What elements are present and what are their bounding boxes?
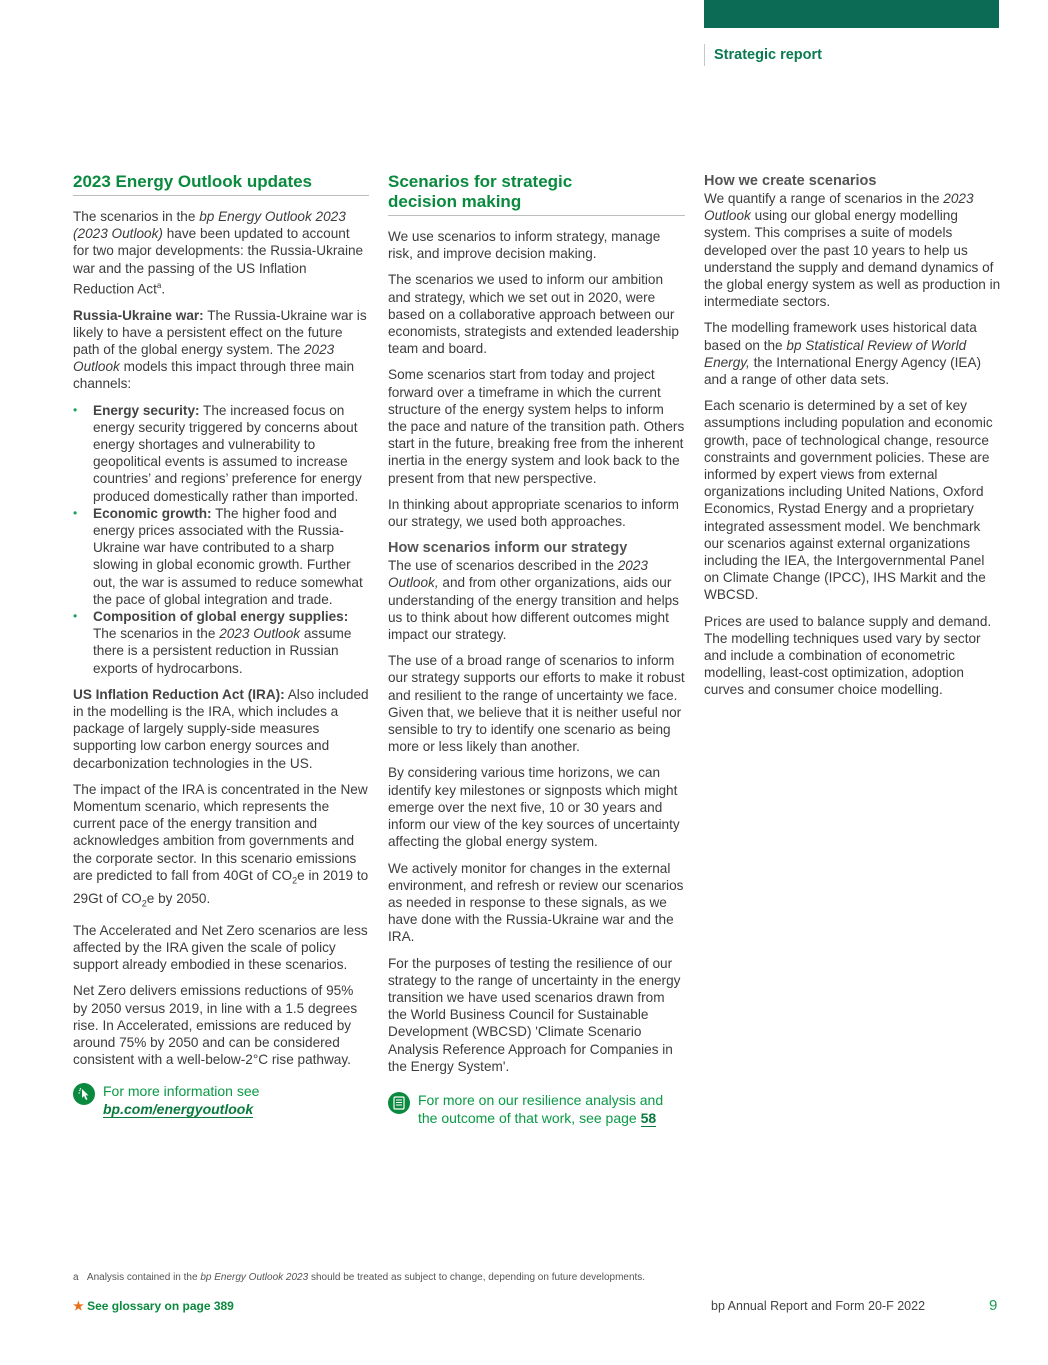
heading-energy-outlook: 2023 Energy Outlook updates [73, 172, 369, 196]
section-label[interactable]: Strategic report [704, 44, 822, 66]
paragraph: The modelling framework uses historical data based on the bp Statistical Review of World Energy, the International Energy Agency (IEA) and a range of other data sets. [704, 320, 982, 388]
paragraph: The use of a broad range of scenarios to inform our strategy supports our efforts to make it robust and resilient to the range of uncertainty we face. Given that, we believe that it is neither useful nor sensible to try to identify one scenario as being more or less likely than another. [388, 653, 685, 755]
paragraph-impact: The impact of the IRA is concentrated in the New Momentum scenario, which represents the current pace of the energy transition and acknowledges ambition from governments and the corporate sector. In this scenario emissions are predicted to fall from 40Gt of $CO_2e$ in 2019 to 29Gt of $CO_2e$ by 2050. [73, 781, 369, 909]
column-create-scenarios [704, 172, 1001, 708]
list-item: • Energy security: The increased focus on energy security triggered by concerns about energy shortages and vulnerability to geopolitical events is assumed to increase countries’ and regions’ preference for energy produced domestically rather than imported. [73, 402, 369, 505]
page-link[interactable]: 58 [640, 1109, 657, 1126]
document-icon [388, 1092, 410, 1114]
paragraph: The scenarios we used to inform our ambition and strategy, which we set out in 2020, were based on a collaborative approach between our economists, strategists and extended leadership team and board. [388, 272, 679, 357]
link-caption: For more information see [103, 1083, 260, 1100]
glossary-link[interactable]: ★ See glossary on page 389 [73, 1299, 234, 1313]
link-caption: For more on our resilience analysis and the outcome of that work, see page [418, 1091, 664, 1126]
paragraph-russia: Russia-Ukraine war: The Russia-Ukraine war is likely to have a persistent effect on the future path of the global energy system. The 2023 Outlook models this impact through three main channels: [73, 307, 367, 392]
paragraph: We actively monitor for changes in the external environment, and refresh or review our scenarios as needed in response to these signals, as we have done with the Russia-Ukraine war and the IRA. [388, 860, 684, 945]
column-scenarios [388, 172, 685, 1127]
footnote: a Analysis contained in the bp Energy Outlook 2023 should be treated as subject to change, depending on future developments. [73, 1272, 646, 1283]
pointer-click-icon [73, 1083, 95, 1105]
paragraph: Some scenarios start from today and project forward over a timeframe in which the current structure of the energy system helps to inform the pace and nature of the transition path. Others start in the future, breaking free from the inherent inertia in the energy system and look back to the present from that new perspective. [388, 367, 685, 486]
paragraph: We quantify a range of scenarios in the 2023 Outlook using our global energy modelling system. This comprises a suite of models developed over the past 10 years to help us understand the supply and demand dynamics of the global energy system as well as production in intermediate sectors. [704, 191, 1001, 310]
resilience-link-block [388, 1091, 685, 1127]
paragraph: We use scenarios to inform strategy, manage risk, and improve decision making. [388, 229, 661, 262]
paragraph: In thinking about appropriate scenarios to inform our strategy, we used both approaches. [388, 496, 679, 530]
subheading-create-scenarios: How we create scenarios [704, 173, 877, 189]
subheading-inform-strategy: How scenarios inform our strategy [388, 540, 628, 557]
bullet-list [73, 402, 369, 677]
paragraph-accelerated: The Accelerated and Net Zero scenarios are less affected by the IRA given the scale of policy support already embodied in these scenarios. [73, 922, 368, 973]
paragraph-intro: The scenarios in the bp Energy Outlook 2023 (2023 Outlook) have been updated to account for two major developments: the Russia-Ukraine war and the passing of the US Inflation Reduction Act$^a$. [73, 209, 364, 297]
header-accent-bar [704, 0, 999, 28]
paragraph: By considering various time horizons, we can identify key milestones or signposts which might emerge over the next five, 10 or 30 years and inform our view of the key sources of uncertainty affecting the global energy system. [388, 765, 680, 850]
paragraph-ira: US Inflation Reduction Act (IRA): Also included in the modelling is the IRA, which includes a package of largely supply-side measures supporting low carbon energy sources and decarbonization technologies in the US. [73, 686, 369, 771]
paragraph: Each scenario is determined by a set of key assumptions including population and economic growth, pace of technological change, resource constraints and government policies. These are informed by expert views from external organizations including United Nations, Oxford Economics, Rystad Energy and a proprietary integrated assessment model. We benchmark our scenarios against external organizations including the IEA, the Intergovernmental Panel on Climate Change (IPCC), IHS Markit and the WBCSD. [704, 398, 993, 603]
page-number: 9 [989, 1297, 998, 1314]
star-icon: ★ [73, 1299, 84, 1313]
paragraph: For the purposes of testing the resilience of our strategy to the range of uncertainty in the energy transition we have used scenarios drawn from the World Business Council for Sustainable Development (WBCSD) 'Climate Scenario Analysis Reference Approach for Companies in the Energy System'. [388, 955, 681, 1074]
paragraph-net-zero: Net Zero delivers emissions reductions of 95% by 2050 versus 2019, in line with a 1.5 degrees rise. In Accelerated, emissions are reduced by around 75% by 2050 and can be considered consistent with a well-below-2°C rise pathway. [73, 983, 358, 1068]
heading-scenarios: Scenarios for strategic decision making [388, 172, 685, 216]
paragraph: The use of scenarios described in the 2023 Outlook, and from other organizations, aids our understanding of the energy transition and helps us to think about how different outcomes might impact our strategy. [388, 558, 679, 643]
energy-outlook-link-block [73, 1082, 369, 1118]
column-energy-outlook [73, 172, 369, 1118]
paragraph: Prices are used to balance supply and demand. The modelling techniques used vary by sector and include a combination of econometric modelling, least-cost optimization, adoption curves and consumer choice modelling. [704, 613, 992, 698]
list-item: • Composition of global energy supplies: The scenarios in the 2023 Outlook assume there is a persistent reduction in Russian exports of hydrocarbons. [73, 608, 369, 677]
list-item: • Economic growth: The higher food and energy prices associated with the Russia-Ukraine war have contributed to a sharp slowing in global economic growth. Further out, the war is assumed to reduce somewhat the pace of global integration and trade. [73, 505, 369, 608]
report-title: bp Annual Report and Form 20-F 2022 [711, 1299, 926, 1313]
energy-outlook-link[interactable]: bp.com/energyoutlook [103, 1101, 254, 1118]
